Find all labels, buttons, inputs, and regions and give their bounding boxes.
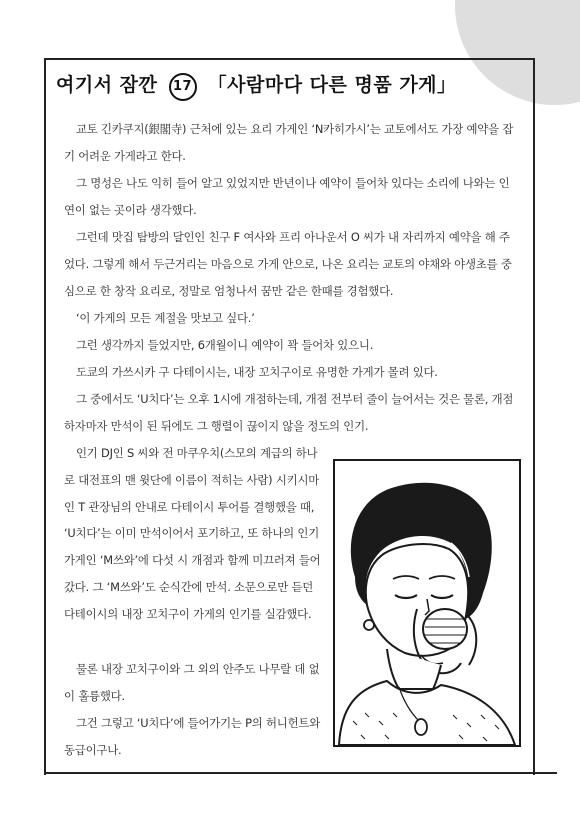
paragraph-4: ‘이 가게의 모든 계절을 맛보고 싶다.’ — [76, 311, 255, 325]
paragraph-6: 도쿄의 가쓰시카 구 다테이시는, 내장 꼬치구이로 유명한 가게가 몰려 있다. — [76, 365, 438, 379]
paragraph-7: 그 중에서도 ‘U치다’는 오후 1시에 개점하는데, 개점 전부터 줄이 늘어서는 것은 물론, 개점하자마자 만석이 된 뒤에도 그 행렬이 끊이지 않을 정도의 인기. — [64, 392, 514, 433]
paragraph-5: 그런 생각까지 들었지만, 6개월이니 예약이 꽉 들어차 있으니. — [76, 338, 374, 352]
paragraph-2: 그 명성은 나도 익히 들어 알고 있었지만 반년이나 예약이 들어차 있다는 소리에 나와는 인연이 없는 곳이라 생각했다. — [64, 176, 510, 217]
necklace-pendant — [415, 719, 427, 735]
paragraph-1: 교토 긴카쿠지(銀閣寺) 근처에 있는 요리 가게인 ‘N카히가시’는 교토에서도 가장 예약을 잡기 어려운 가게라고 한다. — [64, 122, 514, 163]
paragraph-8: 인기 DJ인 S 씨와 전 마쿠우치(스모의 계급의 하나로 대전표의 맨 윗단에 이름이 적히는 사람) 시키시마인 T 관장님의 안내로 다테이시 투어를 결행했을 때, ‘U치다’는 이미 만석이어서 포기하고, 또 하나의 인기 가게인 ‘M쓰와’에 다섯 시 개점과 함께 미끄러져 들어갔다. 그 ‘M쓰와’도 순식간에 만석. 소문으로만 듣던 다테이시의 내장 꼬치구이 가게의 인기를 실감했다. — [64, 446, 321, 621]
bottom-rule — [44, 772, 557, 774]
section-title — [56, 70, 526, 104]
paragraph-9: 물론 내장 꼬치구이와 그 외의 안주도 나무랄 데 없이 훌륭했다. — [64, 662, 320, 703]
woman-drinking-illustration — [333, 459, 521, 747]
title-main: 「사람마다 다른 명품 가게」 — [207, 74, 457, 96]
paragraph-3: 그런데 맛집 탐방의 달인인 친구 F 여사와 프리 아나운서 O 씨가 내 자리까지 예약을 해 주었다. 그렇게 해서 두근거리는 마음으로 가게 안으로, 나온 요리는 교토의 야채와 야생초를 중심으로 한 창작 요리로, 정말로 엄청나서 꿈만 같은 한때를 경험했다. — [64, 230, 512, 298]
paragraph-10: 그건 그렇고 ‘U치다’에 들어가기는 P의 허니헌트와 동급이구나. — [64, 716, 321, 757]
circled-number: 17 — [169, 73, 197, 101]
title-prefix: 여기서 잠깐 — [56, 74, 158, 96]
earring — [364, 620, 374, 630]
